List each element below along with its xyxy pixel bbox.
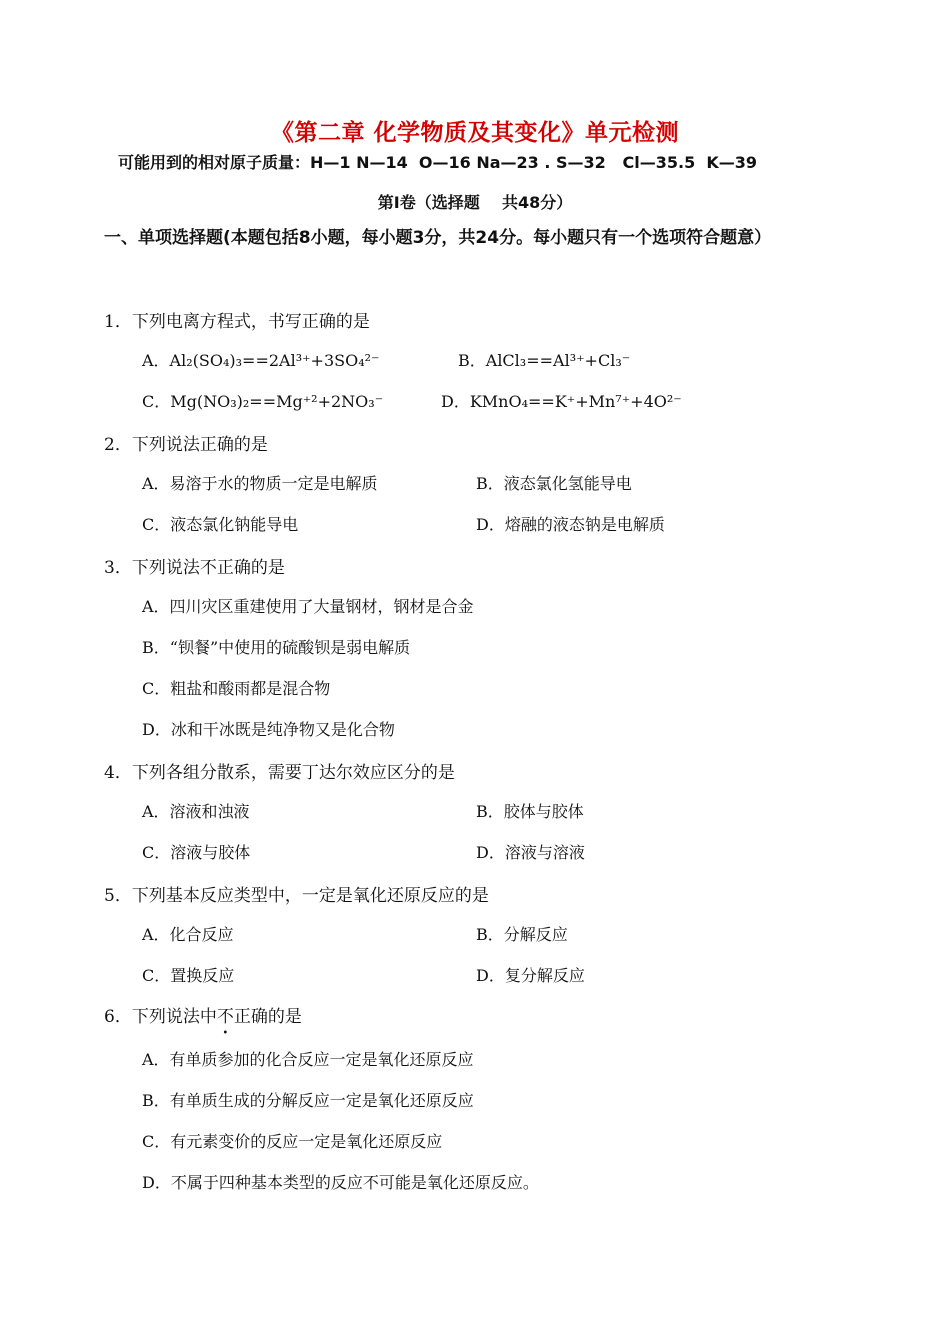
question-4-stem: 4．下列各组分散系，需要丁达尔效应区分的是 bbox=[104, 763, 455, 783]
question-5-option-b: B．分解反应 bbox=[476, 925, 568, 944]
atomic-masses-line: 可能用到的相对原子质量：H—1 N—14 O—16 Na—23 . S—32 Cl—35.5 K—39 bbox=[118, 153, 758, 172]
question-3-option-a: A．四川灾区重建使用了大量钢材，钢材是合金 bbox=[142, 597, 474, 616]
question-1-stem: 1．下列电离方程式，书写正确的是 bbox=[104, 312, 370, 332]
question-5-option-a: A．化合反应 bbox=[142, 925, 234, 944]
question-4-option-a: A．溶液和浊液 bbox=[142, 802, 250, 821]
question-2-option-c: C．液态氯化钠能导电 bbox=[142, 515, 299, 534]
question-4-option-d: D．溶液与溶液 bbox=[476, 843, 585, 862]
question-6-stem-emphasis: 不 bbox=[216, 1007, 234, 1027]
section-heading: 第Ⅰ卷（选择题 共48分） bbox=[377, 193, 573, 212]
question-5-option-c: C．置换反应 bbox=[142, 966, 235, 985]
question-1-option-c: C．Mg(NO₃)₂==Mg⁺²+2NO₃⁻ bbox=[142, 392, 384, 411]
question-4-option-b: B．胶体与胶体 bbox=[476, 802, 584, 821]
question-2-stem: 2．下列说法正确的是 bbox=[104, 435, 268, 455]
question-1-option-d: D．KMnO₄==K⁺+Mn⁷⁺+4O²⁻ bbox=[441, 392, 682, 411]
question-3-option-b: B．“钡餐”中使用的硫酸钡是弱电解质 bbox=[142, 638, 411, 657]
question-6-option-a: A．有单质参加的化合反应一定是氧化还原反应 bbox=[142, 1050, 474, 1069]
question-6-option-c: C．有元素变价的反应一定是氧化还原反应 bbox=[142, 1132, 443, 1151]
instructions: 一、单项选择题(本题包括8小题，每小题3分，共24分。每小题只有一个选项符合题意） bbox=[104, 228, 772, 248]
question-6-stem-suffix: 正确的是 bbox=[233, 1007, 302, 1027]
question-2-option-b: B．液态氯化氢能导电 bbox=[476, 474, 632, 493]
question-2-option-a: A．易溶于水的物质一定是电解质 bbox=[142, 474, 378, 493]
question-6-option-d: D．不属于四种基本类型的反应不可能是氧化还原反应。 bbox=[142, 1173, 539, 1192]
question-1-option-a: A．Al₂(SO₄)₃==2Al³⁺+3SO₄²⁻ bbox=[142, 351, 380, 370]
question-6-stem bbox=[104, 1002, 302, 1027]
question-5-stem: 5．下列基本反应类型中，一定是氧化还原反应的是 bbox=[104, 886, 489, 906]
question-2-option-d: D．熔融的液态钠是电解质 bbox=[476, 515, 665, 534]
question-4-option-c: C．溶液与胶体 bbox=[142, 843, 251, 862]
question-3-option-c: C．粗盐和酸雨都是混合物 bbox=[142, 679, 331, 698]
question-6-stem-prefix: 6．下列说法中 bbox=[104, 1007, 217, 1027]
question-1-option-b: B．AlCl₃==Al³⁺+Cl₃⁻ bbox=[458, 351, 631, 370]
question-3-stem: 3．下列说法不正确的是 bbox=[104, 558, 285, 578]
question-3-option-d: D．冰和干冰既是纯净物又是化合物 bbox=[142, 720, 395, 739]
question-6-option-b: B．有单质生成的分解反应一定是氧化还原反应 bbox=[142, 1091, 474, 1110]
question-5-option-d: D．复分解反应 bbox=[476, 966, 585, 985]
exam-title: 《第二章 化学物质及其变化》单元检测 bbox=[270, 120, 679, 146]
